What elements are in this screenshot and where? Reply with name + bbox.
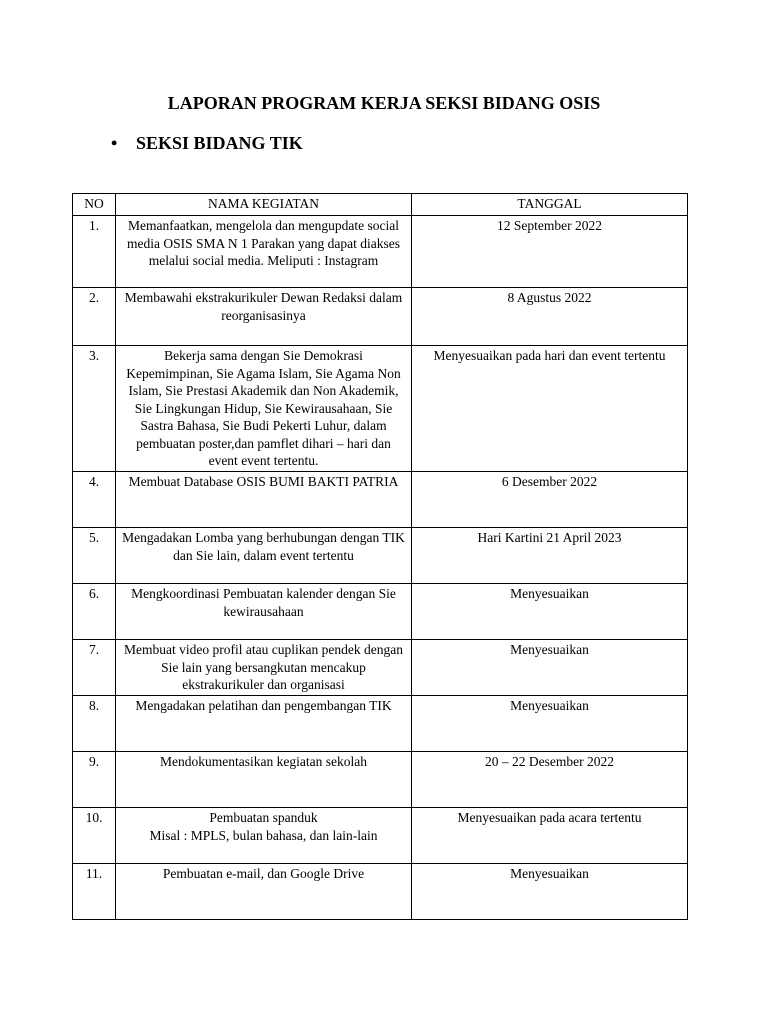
cell-nama-kegiatan: Mengadakan pelatihan dan pengembangan TIK [116,696,412,752]
cell-no: 11. [73,864,116,920]
cell-tanggal: Menyesuaikan [412,584,688,640]
cell-no: 4. [73,472,116,528]
header-nama-kegiatan: NAMA KEGIATAN [116,194,412,216]
table-row [73,216,688,288]
cell-tanggal: 8 Agustus 2022 [412,288,688,346]
cell-nama-kegiatan: Mengadakan Lomba yang berhubungan dengan TIK dan Sie lain, dalam event tertentu [116,528,412,584]
cell-tanggal: 12 September 2022 [412,216,688,288]
table-row [73,640,688,696]
table-row [73,528,688,584]
cell-no: 1. [73,216,116,288]
cell-tanggal: 20 – 22 Desember 2022 [412,752,688,808]
cell-tanggal: Menyesuaikan [412,864,688,920]
cell-nama-kegiatan: Pembuatan e-mail, dan Google Drive [116,864,412,920]
cell-no: 7. [73,640,116,696]
table-row [73,288,688,346]
cell-tanggal: 6 Desember 2022 [412,472,688,528]
cell-nama-kegiatan: Membuat Database OSIS BUMI BAKTI PATRIA [116,472,412,528]
cell-tanggal: Menyesuaikan pada hari dan event tertentu [412,346,688,472]
bullet-icon: • [111,133,118,153]
cell-tanggal: Menyesuaikan pada acara tertentu [412,808,688,864]
cell-no: 9. [73,752,116,808]
table-row [73,696,688,752]
table-header-row [73,194,688,216]
cell-no: 8. [73,696,116,752]
header-tanggal: TANGGAL [412,194,688,216]
cell-nama-kegiatan: Memanfaatkan, mengelola dan mengupdate social media OSIS SMA N 1 Parakan yang dapat diakses melalui social media. Meliputi : Instagram [116,216,412,288]
section-heading [111,133,303,154]
cell-nama-kegiatan [116,808,412,864]
cell-nama-line: Pembuatan spanduk [209,810,318,825]
cell-no: 5. [73,528,116,584]
table-row [73,472,688,528]
cell-nama-kegiatan: Mengkoordinasi Pembuatan kalender dengan Sie kewirausahaan [116,584,412,640]
cell-no: 6. [73,584,116,640]
cell-no: 3. [73,346,116,472]
cell-no: 10. [73,808,116,864]
cell-tanggal: Hari Kartini 21 April 2023 [412,528,688,584]
cell-nama-line: Misal : MPLS, bulan bahasa, dan lain-lain [149,827,378,843]
table-row [73,752,688,808]
page-title: LAPORAN PROGRAM KERJA SEKSI BIDANG OSIS [167,93,601,113]
section-heading-text: SEKSI BIDANG TIK [136,133,303,153]
table-row [73,864,688,920]
table-row [73,584,688,640]
cell-tanggal: Menyesuaikan [412,696,688,752]
table-row [73,346,688,472]
header-no: NO [73,194,116,216]
cell-nama-kegiatan: Bekerja sama dengan Sie Demokrasi Kepemimpinan, Sie Agama Islam, Sie Agama Non Islam, Sie Prestasi Akademik dan Non Akademik, Sie Lingkungan Hidup, Sie Kewirausahaan, Sie Sastra Bahasa, Sie Budi Pekerti Luhur, dalam pembuatan poster,dan pamflet dihari – hari dan event event tertentu. [116,346,412,472]
table-row [73,808,688,864]
cell-nama-kegiatan: Membuat video profil atau cuplikan pendek dengan Sie lain yang bersangkutan mencakup ekstrakurikuler dan organisasi [116,640,412,696]
cell-nama-kegiatan: Mendokumentasikan kegiatan sekolah [116,752,412,808]
cell-no: 2. [73,288,116,346]
cell-tanggal: Menyesuaikan [412,640,688,696]
cell-nama-kegiatan: Membawahi ekstrakurikuler Dewan Redaksi dalam reorganisasinya [116,288,412,346]
program-table [72,193,688,920]
